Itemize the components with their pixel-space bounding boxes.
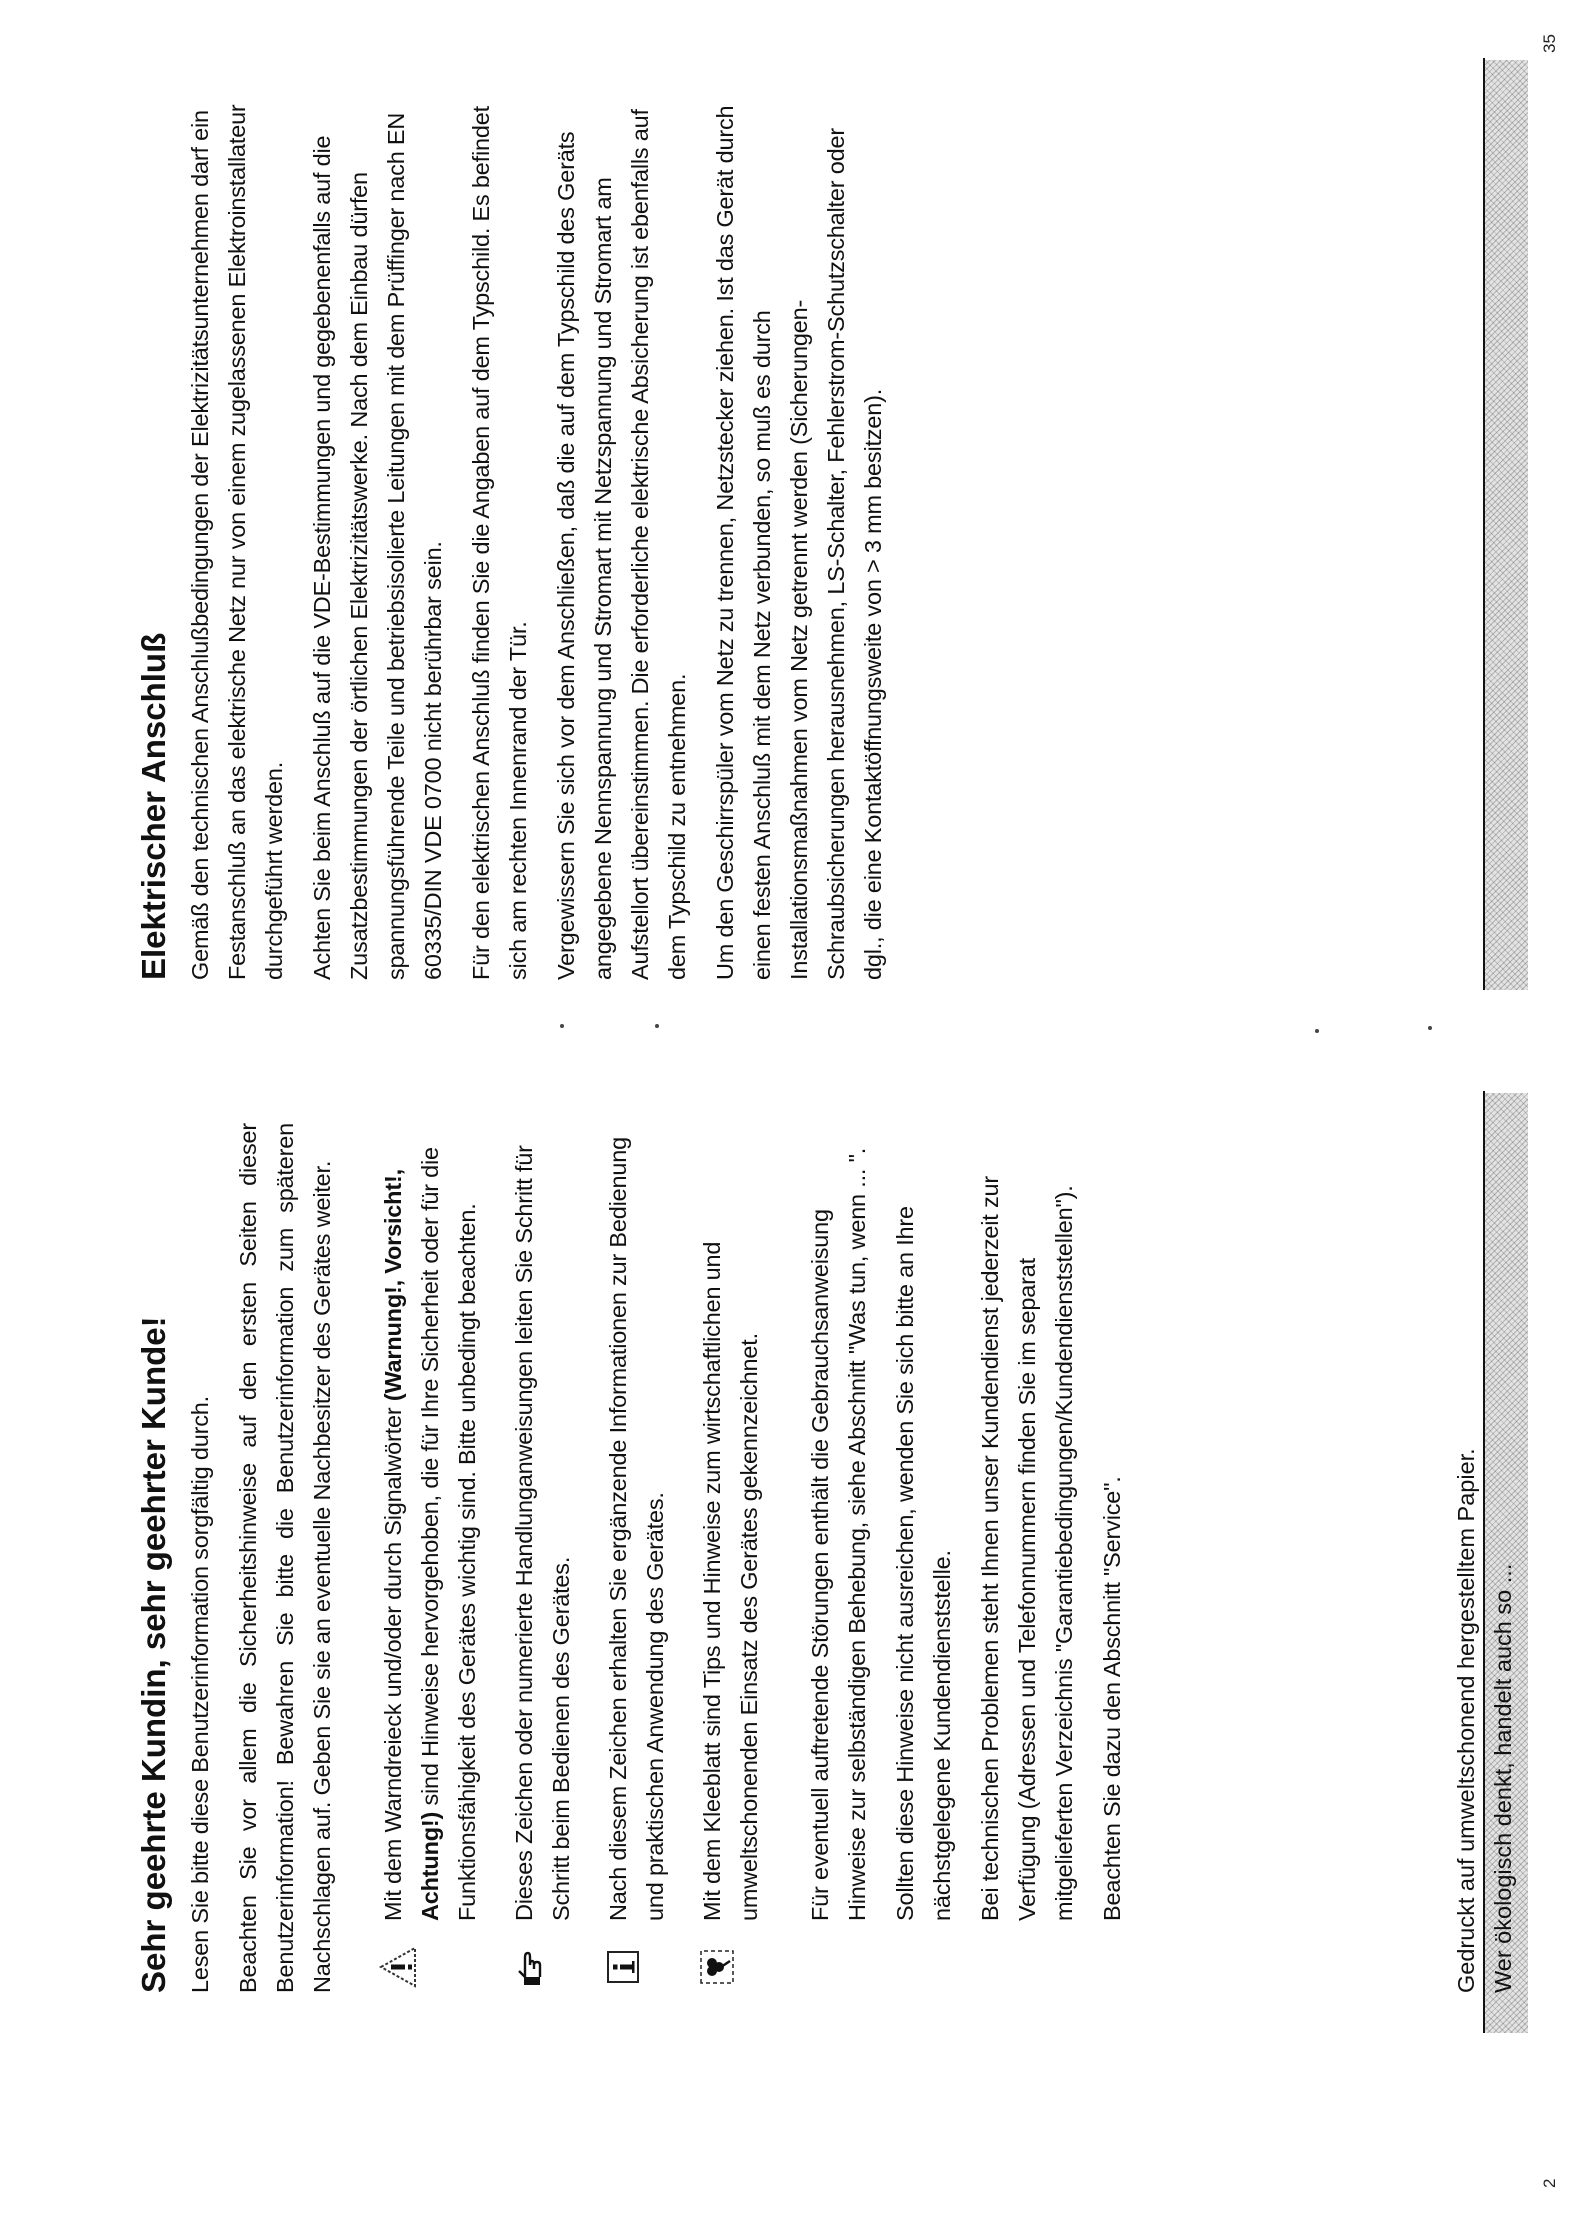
warning-triangle-icon <box>377 1941 419 1993</box>
scan-speck <box>1315 1029 1319 1033</box>
scan-speck <box>1428 1026 1432 1030</box>
type-plate-location-paragraph: Für den elektrischen Anschluß finden Sie die Angaben auf dem Typschild. Es befindet sich am rechten Innenrand der Tür. <box>468 106 531 980</box>
troubleshooting-paragraph: Für eventuell auftretende Störungen enthält die Gebrauchsanweisung Hinweise zur selbständigen Behebung, siehe Abschnitt "Was tun, wenn ... ". <box>807 1147 870 1921</box>
info-note <box>600 1123 674 1993</box>
hand-note-text: Dieses Zeichen oder numerierte Handlunganweisungen leiten Sie Schritt für Schritt beim Bedienen des Gerätes. <box>511 1145 574 1921</box>
service-reference-paragraph: Beachten Sie dazu den Abschnitt "Service". <box>1099 1476 1125 1921</box>
warning-note-text <box>375 1123 486 1921</box>
clover-note-text: Mit dem Kleeblatt sind Tips und Hinweise zum wirtschaftlichen und umweltschonenden Einsatz des Gerätes gekennzeichnet. <box>699 1241 762 1921</box>
vde-regulations-paragraph: Achten Sie beim Anschluß auf die VDE-Bestimmungen und gegebenenfalls auf die Zusatzbestimmungen der örtlichen Elektrizitätswerke. Nach dem Einbau dürfen spannungsführende Teile und betriebsisolierte Leitungen mit dem Prüffinger nach EN 60335/DIN VDE 0700 nicht berührbar sein. <box>309 112 446 980</box>
technical-problems-paragraph: Bei technischen Problemen steht Ihnen unser Kundendienst jederzeit zur Verfügung (Adressen und Telefonnummern finden Sie im separat mitgelieferten Verzeichnis "Garantiebedingungen/Kundendienststellen"). <box>977 1176 1077 1921</box>
header-band-right <box>1484 60 1528 990</box>
info-icon <box>602 1941 644 1993</box>
info-note-text: Nach diesem Zeichen erhalten Sie ergänzende Informationen zur Bedienung und praktischen Anwendung des Gerätes. <box>605 1137 668 1921</box>
warning-signal-words: (Warnung!, Vorsicht!, Achtung!) <box>380 1169 443 1921</box>
intro-paragraph-1: Lesen Sie bitte diese Benutzerinformation sorgfältig durch. <box>187 1396 213 1993</box>
right-page-content <box>132 90 903 980</box>
clover-leaf-icon <box>696 1941 738 1993</box>
clover-note <box>694 1123 768 1993</box>
pointing-hand-icon <box>508 1941 550 1993</box>
eco-footer-line-2: Wer ökologisch denkt, handelt auch so ... <box>1490 1563 1516 1993</box>
service-contact-paragraph: Sollten diese Hinweise nicht ausreichen, wenden Sie sich bitte an Ihre nächstgelegene Kundendienststelle. <box>892 1206 955 1921</box>
header-rule-right <box>1483 58 1485 990</box>
page-title-right: Elektrischer Anschluß <box>135 632 172 980</box>
intro-paragraph-2: Beachten Sie vor allem die Sicherheitshinweise auf den ersten Seiten dieser Benutzerinformation! Bewahren Sie bitte die Benutzerinformation zum späteren Nachschlagen auf. Geben Sie sie an eventuelle Nachbesitzer des Gerätes weiter. <box>235 1123 335 1993</box>
page-number-right: 35 <box>1540 34 1559 53</box>
scan-speck <box>655 1024 659 1028</box>
page-number-left: 2 <box>1540 2178 1559 2188</box>
hand-note <box>506 1123 580 1993</box>
scan-speck <box>560 1024 564 1028</box>
warning-text-after: sind Hinweise hervorgehoben, die für Ihre Sicherheit oder für die Funktionsfähigkeit des Gerätes wichtig sind. Bitte unbedingt beachten. <box>417 1147 480 1921</box>
warning-note <box>375 1123 486 1993</box>
eco-footer <box>1448 1448 1522 1993</box>
eco-footer-line-1: Gedruckt auf umweltschonend hergestelltem Papier. <box>1453 1448 1479 1993</box>
page-title-left: Sehr geehrte Kundin, sehr geehrter Kunde! <box>135 1316 172 1993</box>
connection-regulations-paragraph: Gemäß den technischen Anschlußbedingungen der Elektrizitätsunternehmen darf ein Festanschluß an das elektrische Netz nur von einem zugelassenen Elektroinstallateur durchgeführt werden. <box>187 104 287 980</box>
disconnect-paragraph: Um den Geschirrspüler vom Netz zu trennen, Netzstecker ziehen. Ist das Gerät durch einen festen Anschluß mit dem Netz verbunden, so muß es durch Installationsmaßnahmen vom Netz getrennt werden (Sicherungen-Schraubsicherungen herausnehmen, LS-Schalter, Fehlerstrom-Schutzschalter oder dgl., die eine Kontaktöffnungsweite von > 3 mm besitzen). <box>712 105 886 980</box>
warning-text-before: Mit dem Warndreieck und/oder durch Signalwörter <box>380 1401 406 1921</box>
voltage-check-paragraph: Vergewissern Sie sich vor dem Anschließen, daß die auf dem Typschild des Geräts angegebene Nennspannung und Stromart mit Netzspannung und Stromart am Aufstellort übereinstimmen. Die erforderliche elektrische Absicherung ist ebenfalls auf dem Typschild zu entnehmen. <box>553 109 690 980</box>
service-paragraphs <box>802 1123 1131 1993</box>
left-page-content <box>132 1123 1142 1993</box>
